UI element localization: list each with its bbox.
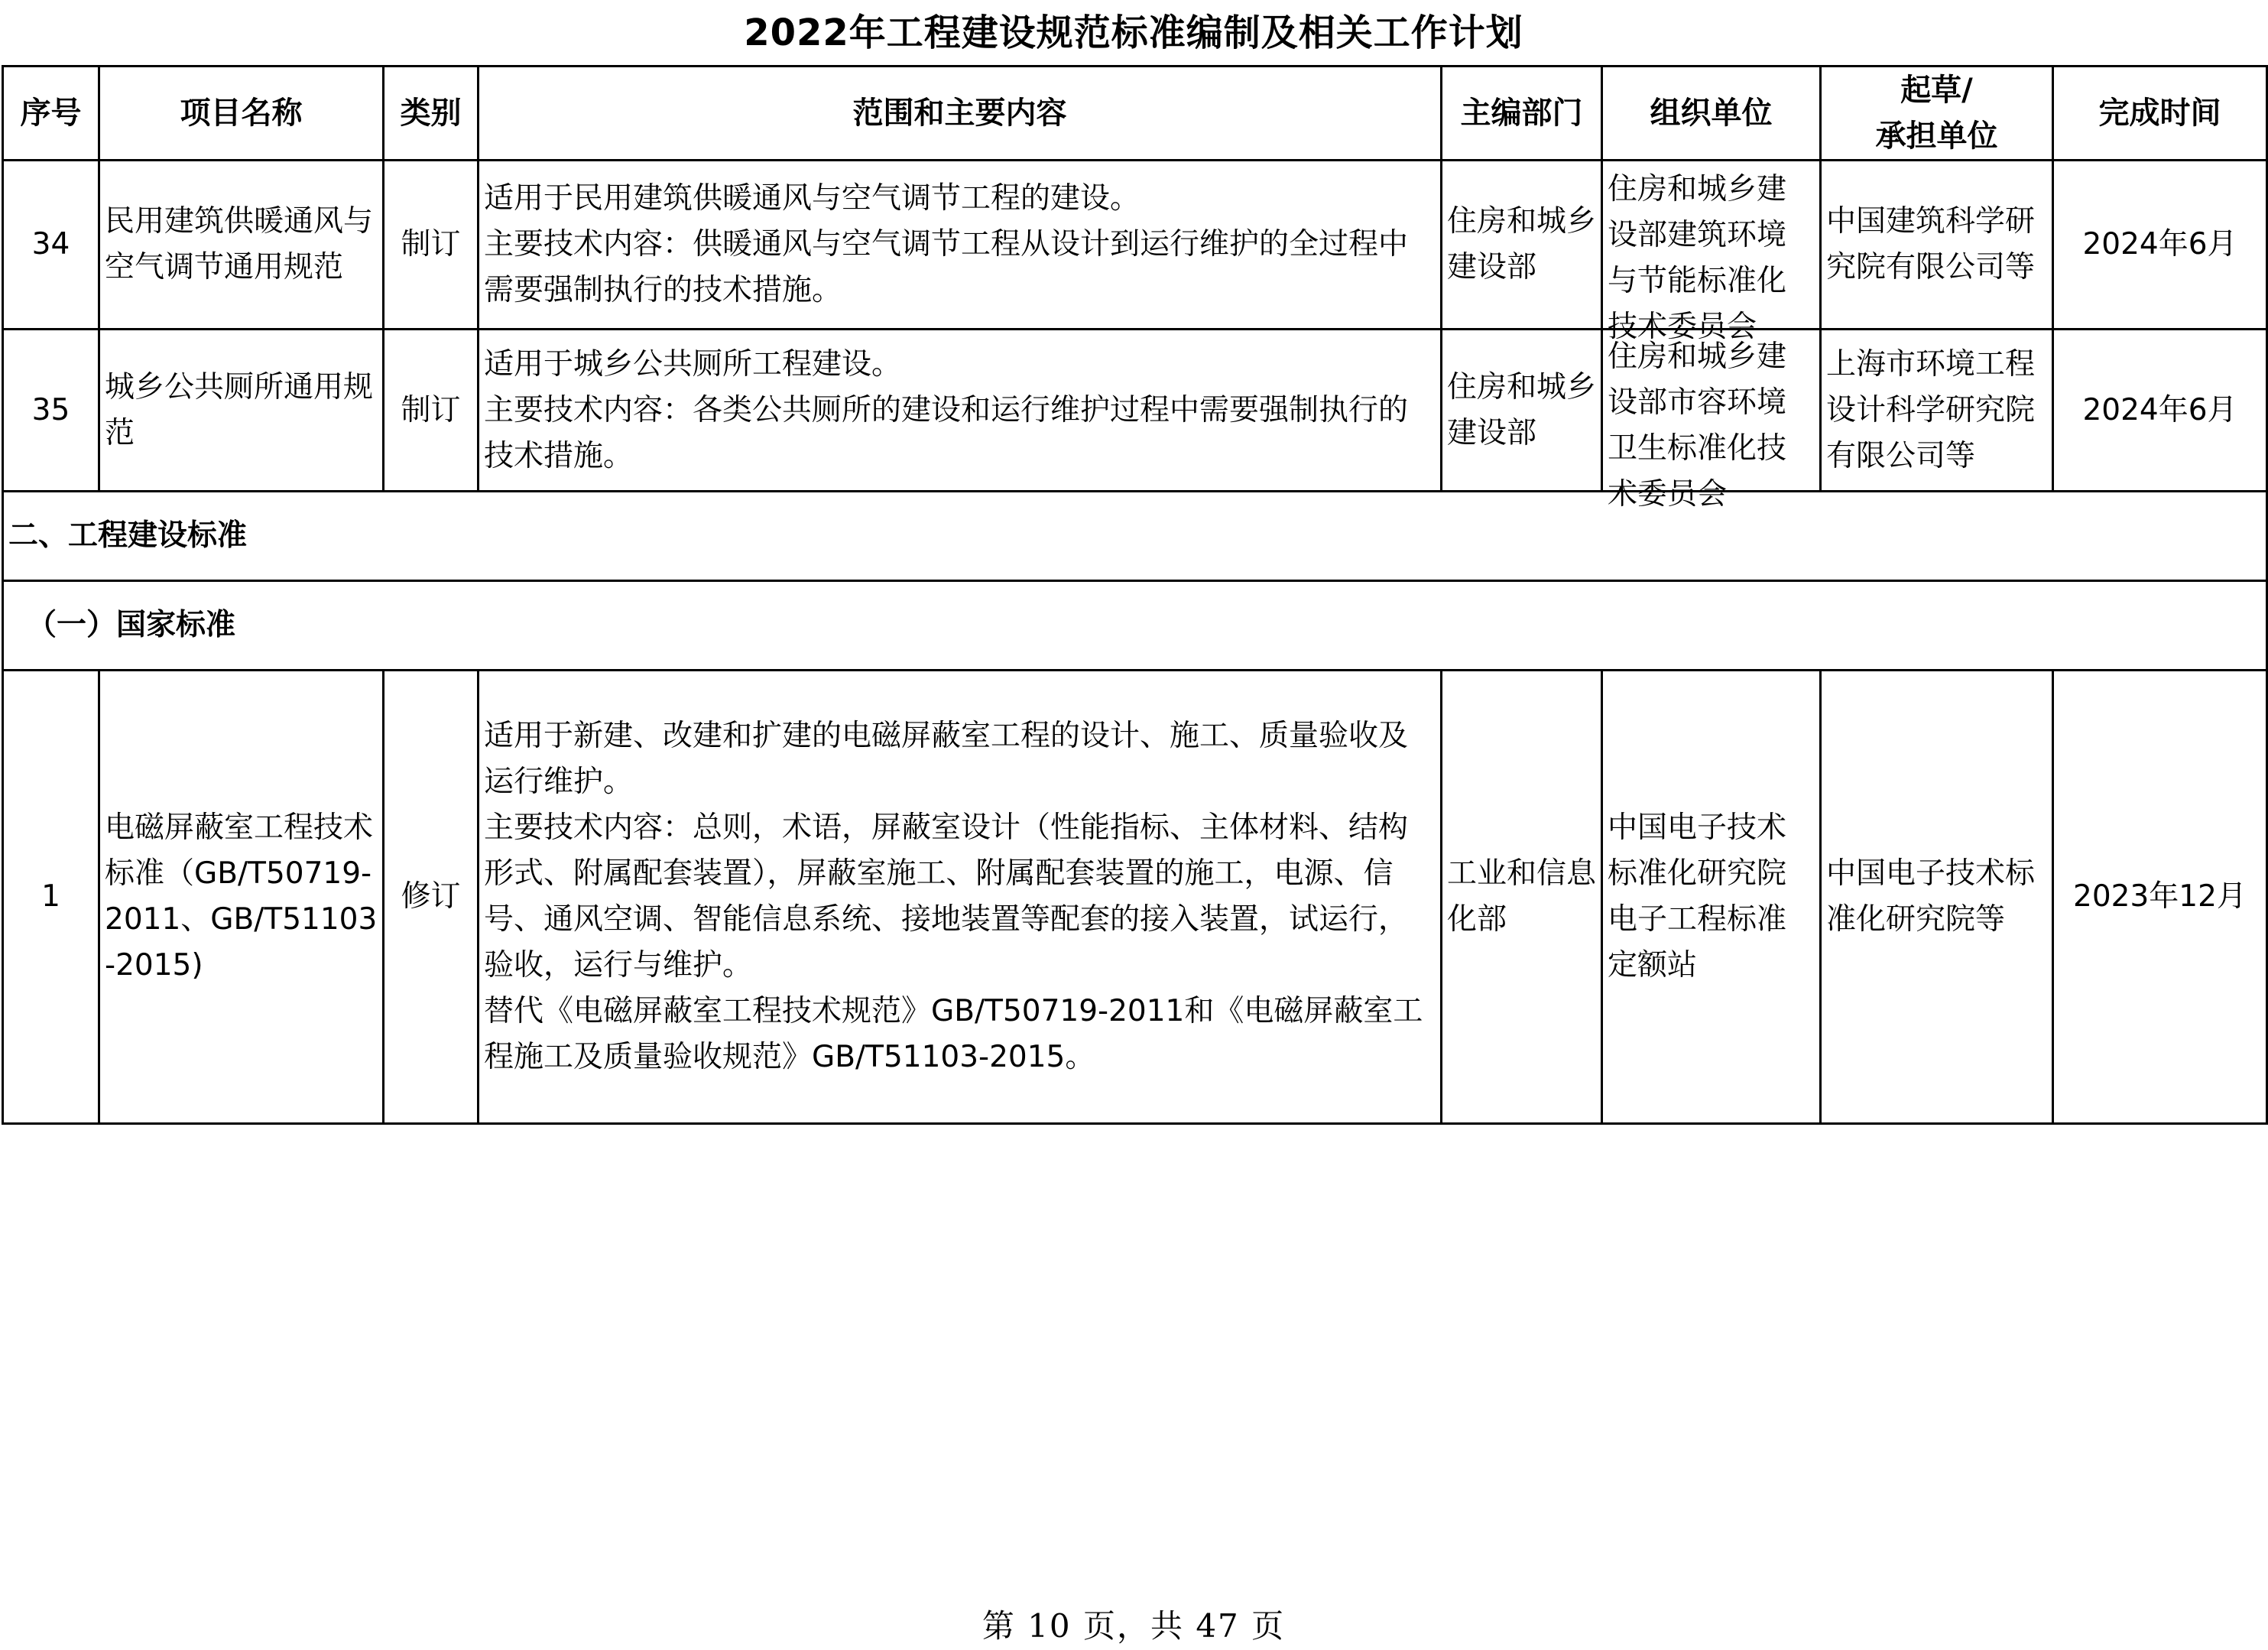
cell-org-text: 住房和城乡建设部建筑环境与节能标准化技术委员会 <box>1608 171 1787 344</box>
table-row <box>3 161 2267 330</box>
cell-org <box>1602 161 1821 344</box>
section-row <box>3 492 2267 581</box>
header-seq: 序号 <box>3 67 99 161</box>
work-plan-table <box>2 65 2268 1125</box>
header-drafter-line1: 起草/ <box>1900 73 1973 108</box>
header-dept: 主编部门 <box>1442 67 1602 161</box>
page-footer: 第 10 页，共 47 页 <box>982 1607 1286 1645</box>
cell-type: 修订 <box>384 671 479 1124</box>
cell-org-text: 住房和城乡建设部市容环境卫生标准化技术委员会 <box>1608 339 1787 512</box>
cell-scope <box>479 161 1442 330</box>
scope-line: 适用于民用建筑供暖通风与空气调节工程的建设。 <box>484 181 1140 216</box>
header-scope: 范围和主要内容 <box>479 67 1442 161</box>
cell-deadline: 2024年6月 <box>2053 161 2267 330</box>
cell-seq: 35 <box>3 330 99 492</box>
scope-line: 替代《电磁屏蔽室工程技术规范》GB/T50719-2011和《电磁屏蔽室工程施工及质量验收规范》GB/T51103-2015。 <box>484 994 1423 1074</box>
section-heading: 二、工程建设标准 <box>3 492 2267 581</box>
cell-name: 民用建筑供暖通风与空气调节通用规范 <box>99 161 384 330</box>
scope-line: 适用于新建、改建和扩建的电磁屏蔽室工程的设计、施工、质量验收及运行维护。 <box>484 719 1409 799</box>
cell-name: 城乡公共厕所通用规范 <box>99 330 384 492</box>
cell-dept: 住房和城乡建设部 <box>1442 330 1602 492</box>
cell-drafter: 中国建筑科学研究院有限公司等 <box>1821 161 2053 330</box>
subsection-row <box>3 581 2267 671</box>
scope-line: 主要技术内容：供暖通风与空气调节工程从设计到运行维护的全过程中需要强制执行的技术措施。 <box>484 227 1409 307</box>
table-header-row <box>3 67 2267 161</box>
scope-line: 主要技术内容：各类公共厕所的建设和运行维护过程中需要强制执行的技术措施。 <box>484 392 1409 473</box>
table-row <box>3 330 2267 492</box>
cell-org: 中国电子技术标准化研究院电子工程标准定额站 <box>1602 671 1821 1124</box>
cell-scope <box>479 671 1442 1124</box>
cell-drafter: 中国电子技术标准化研究院等 <box>1821 671 2053 1124</box>
document-title: 2022年工程建设规范标准编制及相关工作计划 <box>744 11 1523 54</box>
cell-drafter: 上海市环境工程设计科学研究院有限公司等 <box>1821 330 2053 492</box>
cell-seq: 1 <box>3 671 99 1124</box>
header-deadline: 完成时间 <box>2053 67 2267 161</box>
subsection-heading: （一）国家标准 <box>3 581 2267 671</box>
cell-seq: 34 <box>3 161 99 330</box>
header-drafter-line2: 承担单位 <box>1875 119 1998 154</box>
scope-line: 主要技术内容：总则，术语，屏蔽室设计（性能指标、主体材料、结构形式、附属配套装置），屏蔽室施工、附属配套装置的施工，电源、信号、通风空调、智能信息系统、接地装置等配套的接入装置，试运行，验收，运行与维护。 <box>484 810 1409 983</box>
cell-deadline: 2024年6月 <box>2053 330 2267 492</box>
header-type: 类别 <box>384 67 479 161</box>
scope-line: 适用于城乡公共厕所工程建设。 <box>484 346 902 382</box>
cell-deadline: 2023年12月 <box>2053 671 2267 1124</box>
header-drafter <box>1821 67 2053 161</box>
cell-type: 制订 <box>384 161 479 330</box>
table-row <box>3 671 2267 1124</box>
header-org: 组织单位 <box>1602 67 1821 161</box>
cell-scope <box>479 330 1442 492</box>
header-name: 项目名称 <box>99 67 384 161</box>
cell-dept: 工业和信息化部 <box>1442 671 1602 1124</box>
cell-dept: 住房和城乡建设部 <box>1442 161 1602 330</box>
cell-name: 电磁屏蔽室工程技术标准（GB/T50719-2011、GB/T51103-2015) <box>99 671 384 1124</box>
cell-org <box>1602 330 1821 512</box>
cell-type: 制订 <box>384 330 479 492</box>
